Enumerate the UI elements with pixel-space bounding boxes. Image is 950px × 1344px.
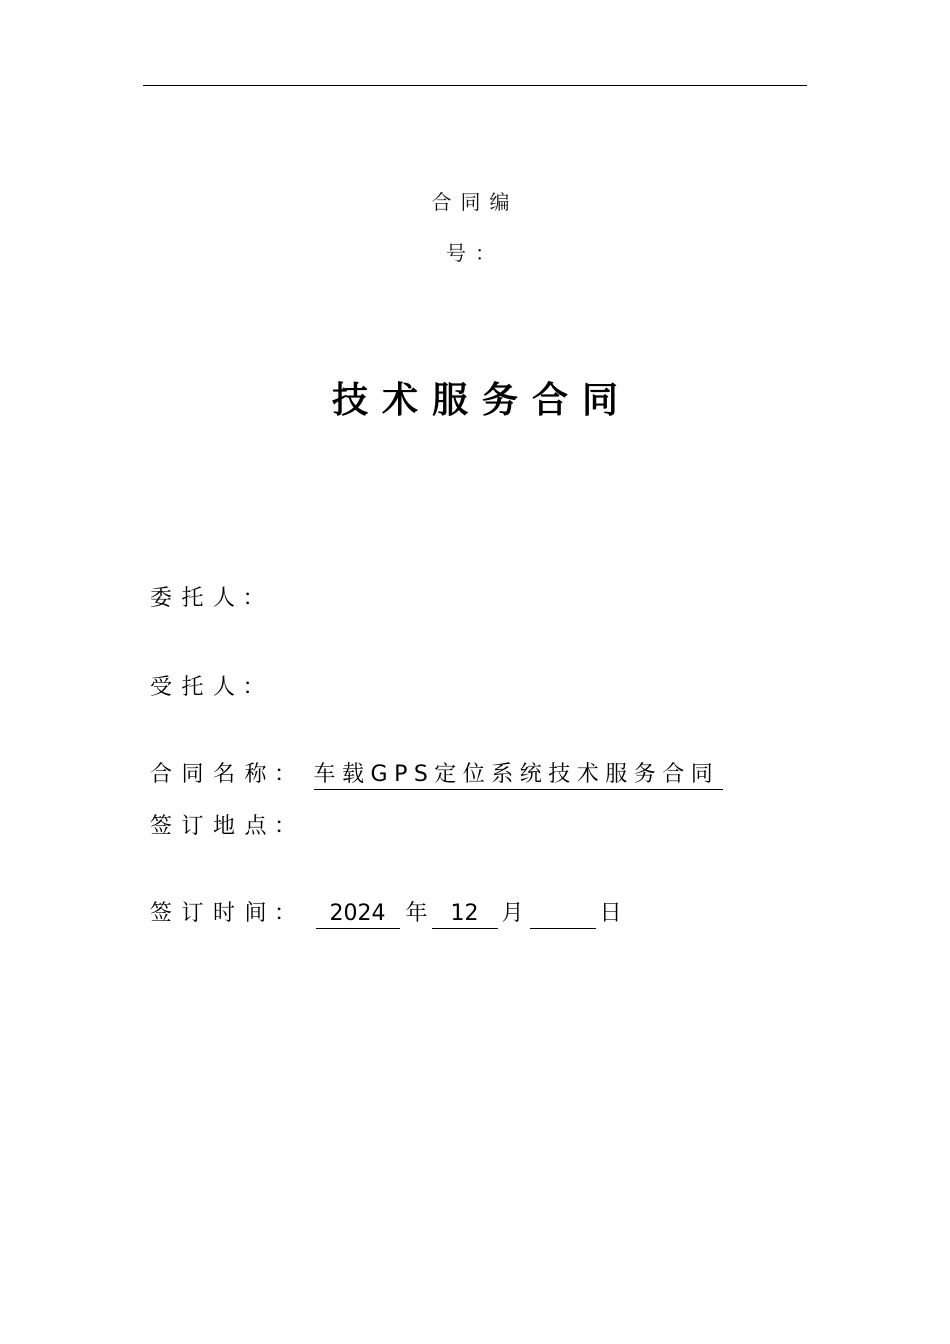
signing-place-label: 签订地点 — [150, 814, 277, 839]
day-unit: 日 — [599, 901, 622, 926]
contract-name-colon: ： — [274, 762, 306, 787]
contract-number-label-line1: 合同编 — [431, 190, 519, 214]
day-value — [530, 900, 596, 929]
signing-date-label: 签订时间 — [150, 901, 277, 926]
trustee-label: 受托人 — [150, 675, 245, 700]
client-field — [150, 585, 274, 613]
contract-name-value: 车载GPS定位系统技术服务合同 — [314, 761, 724, 790]
document-title: 技术服务合同 — [331, 379, 632, 421]
signing-place-colon: ： — [274, 814, 306, 839]
signing-date-field — [150, 900, 622, 929]
month-unit: 月 — [501, 901, 524, 926]
signing-date-colon: ： — [274, 901, 306, 926]
contract-number-label-line2: 号： — [446, 241, 504, 265]
contract-name-field — [150, 761, 723, 790]
year-unit: 年 — [405, 901, 428, 926]
month-value: 12 — [432, 900, 498, 929]
client-label: 委托人 — [150, 586, 245, 611]
trustee-colon: ： — [242, 675, 275, 700]
header-rule — [143, 85, 807, 86]
signing-place-field — [150, 813, 306, 841]
trustee-field — [150, 674, 274, 702]
client-colon: ： — [242, 586, 275, 611]
year-value: 2024 — [316, 900, 400, 929]
contract-name-label: 合同名称 — [150, 762, 277, 787]
